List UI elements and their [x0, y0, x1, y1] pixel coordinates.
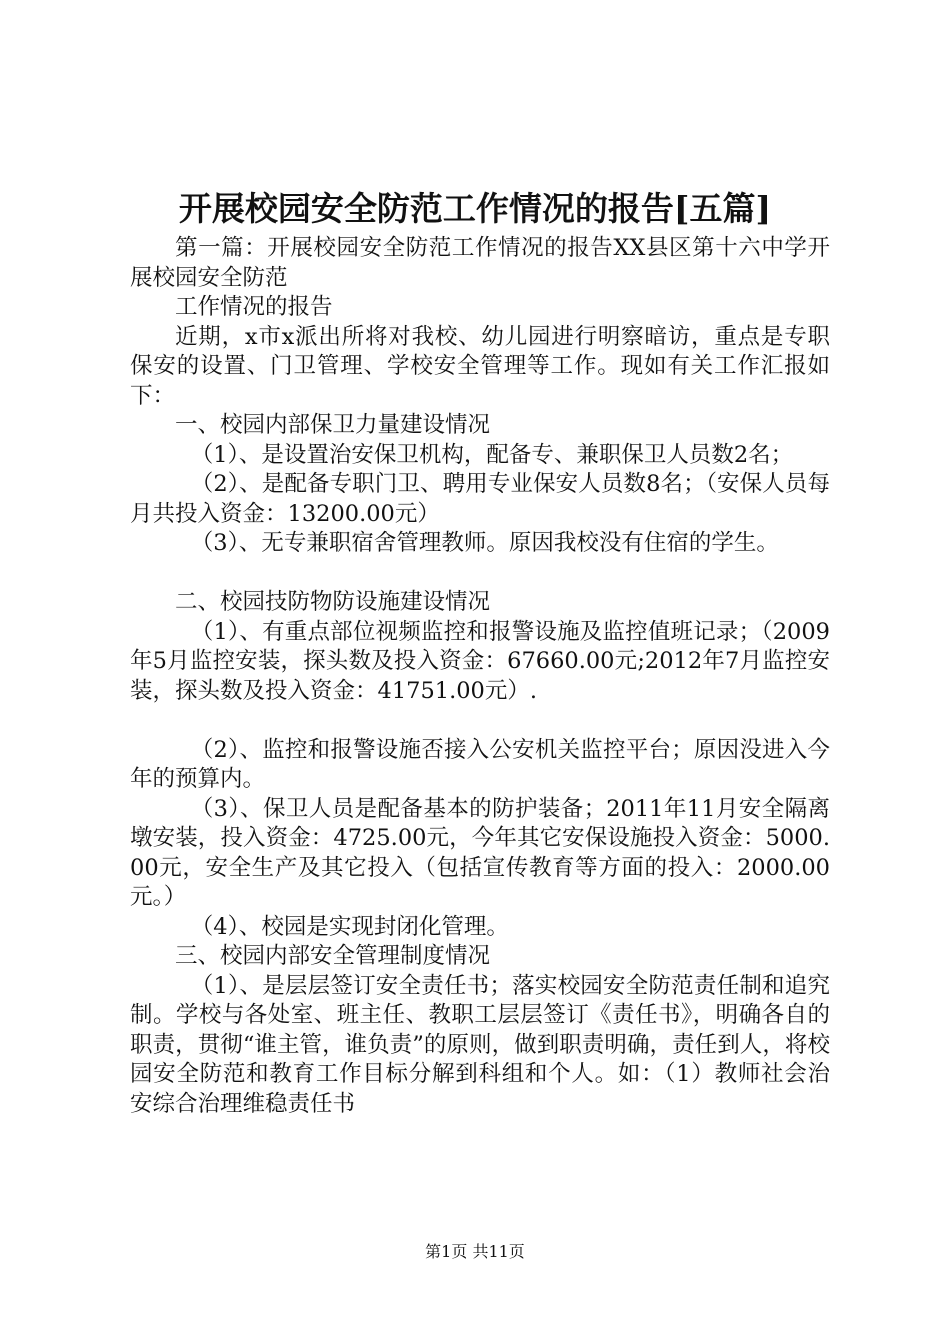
paragraph-3-1: （1）、是层层签订安全责任书；落实校园安全防范责任制和追究制。学校与各处室、班主任、教职工层层签订《责任书》，明确各自的职责，贯彻“谁主管，谁负责”的原则，做到职责明确，责任到人，将校园安全防范和教育工作目标分解到科组和个人。如：（1）教师社会治安综合治理维稳责任书: [130, 972, 830, 1117]
paragraph-2-3: （3）、保卫人员是配备基本的防护装备；2011年11月安全隔离墩安装，投入资金：4725.00元，今年其它安保设施投入资金：5000.00元，安全生产及其它投入（包括宣传教育等方面的投入：2000.00元。）: [130, 795, 830, 910]
page-number-footer: 第1页 共11页: [425, 1242, 525, 1261]
paragraph-2-2: （2）、监控和报警设施否接入公安机关监控平台；原因没进入今年的预算内。: [130, 736, 830, 792]
document-body: [130, 234, 830, 1119]
paragraph-intro: 第一篇：开展校园安全防范工作情况的报告XX县区第十六中学开展校园安全防范: [130, 235, 830, 291]
paragraph-2-1: （1）、有重点部位视频监控和报警设施及监控值班记录；（2009年5月监控安装，探头数及投入资金：67660.00元;2012年7月监控安装，探头数及投入资金：41751.00元）.: [130, 618, 830, 704]
paragraph-1-3: （3）、无专兼职宿舍管理教师。原因我校没有住宿的学生。: [190, 530, 779, 556]
paragraph-overview: 近期，x市x派出所将对我校、幼儿园进行明察暗访，重点是专职保安的设置、门卫管理、学校安全管理等工作。现如有关工作汇报如下：: [130, 323, 830, 409]
section-heading-1: 一、校园内部保卫力量建设情况: [175, 412, 491, 438]
paragraph-1-1: （1）、是设置治安保卫机构，配备专、兼职保卫人员数2名；: [190, 441, 794, 468]
section-heading-3: 三、校园内部安全管理制度情况: [175, 943, 491, 969]
paragraph-1-2: （2）、是配备专职门卫、聘用专业保安人员数8名；（安保人员每月共投入资金：13200.00元）: [130, 471, 830, 527]
section-heading-2: 二、校园技防物防设施建设情况: [175, 589, 491, 615]
document-title: 开展校园安全防范工作情况的报告[五篇]: [178, 189, 772, 228]
blank-line: [130, 559, 830, 589]
paragraph-subtitle: 工作情况的报告: [175, 294, 333, 320]
blank-line: [130, 706, 830, 736]
paragraph-2-4: （4）、校园是实现封闭化管理。: [190, 913, 509, 940]
